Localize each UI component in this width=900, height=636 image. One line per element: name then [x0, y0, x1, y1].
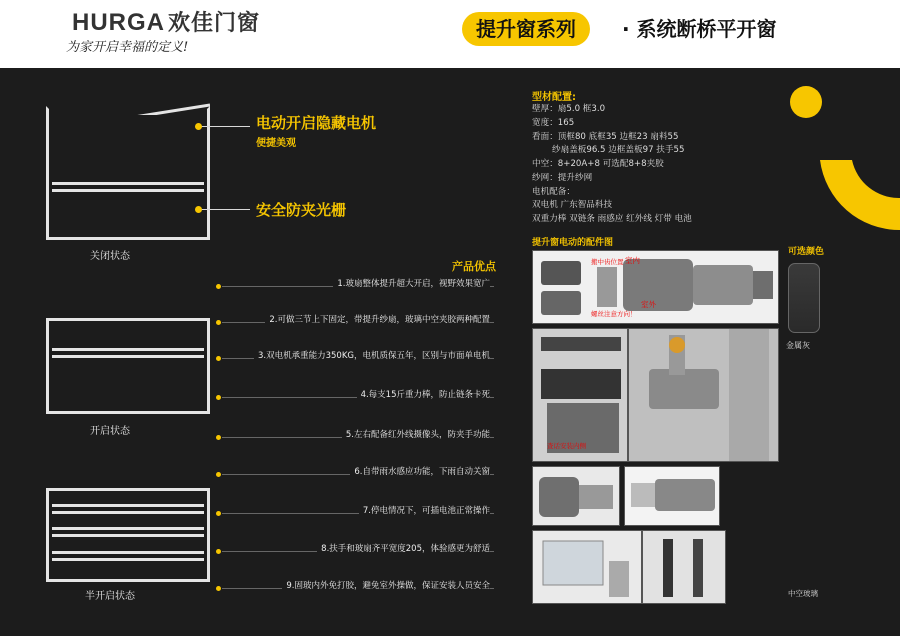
bullet-dot: [216, 395, 221, 400]
advantage-item: [216, 312, 494, 332]
spec-line: 纱网：提升纱网: [532, 173, 593, 183]
window-rail: [52, 348, 204, 351]
window-caption: 半开启状态: [85, 591, 135, 602]
feature-motor: 电动开启隐藏电机: [256, 114, 377, 132]
window-open-diagram: [46, 318, 210, 414]
note-gear-position: 搬中齿位置: [591, 258, 624, 266]
advantage-item: [216, 427, 494, 447]
advantage-item: [216, 578, 494, 598]
parts-photo-motor: [532, 250, 779, 324]
bullet-dot: [216, 435, 221, 440]
spec-line: 壁厚：扇5.0 框3.0: [532, 104, 606, 114]
parts-photo-control-box: [532, 530, 642, 604]
advantage-text: 2.可做三节上下固定，带提升纱扇，玻璃中空夹胶两种配置: [265, 312, 490, 328]
window-rail: [52, 182, 204, 185]
advantage-item: [216, 464, 494, 484]
callout-line: [198, 209, 250, 210]
logo-latin: HURGA: [72, 9, 165, 36]
window-rail: [52, 534, 204, 537]
bullet-dot: [216, 511, 221, 516]
brand-logo: [72, 6, 260, 37]
note-screw-direction: 螺丝注意方向！: [591, 310, 637, 318]
window-rail: [52, 551, 204, 554]
window-half-open-diagram: [46, 488, 210, 582]
bullet-dot: [216, 586, 221, 591]
wiring-illustration: [643, 531, 726, 604]
color-swatch: [788, 263, 820, 333]
bullet-dot: [216, 472, 221, 477]
parts-title: 提升窗电动的配件图: [532, 238, 614, 248]
feature-grating: 安全防夹光栅: [256, 201, 347, 219]
bullet-dot: [216, 284, 221, 289]
spec-line: 电机配备：: [532, 187, 575, 197]
brand-slogan: 为家开启幸福的定义!: [66, 40, 189, 55]
parts-photo-motor-end: [532, 466, 620, 526]
advantage-text: 5.左右配备红外线摄像头，防夹手功能: [342, 427, 490, 443]
window-rail: [52, 527, 204, 530]
window-rail: [52, 504, 204, 507]
spec-title: 型材配置:: [532, 92, 576, 103]
advantage-text: 9.固玻内外免打胶，避免室外操做，保证安装人员安全: [282, 578, 490, 594]
window-rail: [52, 355, 204, 358]
motor-illustration: [533, 251, 779, 324]
window-rail: [52, 558, 204, 561]
parts-photo-wiring: [642, 530, 726, 604]
callout-dot: [195, 123, 202, 130]
advantage-text: 3.双电机承重能力350KG，电机质保五年，区别与市面单电机: [254, 348, 490, 364]
series-title: · 系统断桥平开窗: [622, 17, 777, 41]
advantage-item: [216, 348, 494, 368]
series-tag: 提升窗系列: [462, 12, 590, 46]
advantage-text: 8.扶手和玻扇齐平宽度205，体验感更为舒适: [317, 541, 490, 557]
advantage-text: 6.自带雨水感应功能，下雨自动关窗: [350, 464, 490, 480]
window-closed-diagram: [46, 106, 210, 240]
header: [0, 0, 900, 68]
advantage-text: 1.玻扇整体提升超大开启，视野效果宽广: [333, 276, 490, 292]
color-swatch-label: 金属灰: [786, 341, 810, 350]
window-caption: 开启状态: [90, 426, 130, 437]
advantage-text: 7.停电情况下，可插电池正常操作: [359, 503, 490, 519]
motor-body-illustration: [625, 467, 720, 526]
logo-cn: 欢佳门窗: [168, 10, 261, 35]
spec-line: 看面：顶框80 底框35 边框23 扇料55: [532, 132, 679, 142]
brand-decor-shape: [788, 80, 900, 240]
feature-motor-sub: 便捷美观: [256, 138, 296, 149]
spec-line: 中空：8+20A+8 可选配8+8夹胶: [532, 159, 664, 169]
window-rail: [52, 511, 204, 514]
bullet-dot: [216, 356, 221, 361]
callout-line: [198, 126, 250, 127]
parts-photo-motor-body: [624, 466, 720, 526]
spec-line: 双重力棒 双链条 雨感应 红外线 灯带 电池: [532, 214, 692, 224]
note-install-inside: 查话安装内侧: [547, 442, 586, 450]
advantage-item: [216, 541, 494, 561]
motor-end-illustration: [533, 467, 620, 526]
advantage-item: [216, 387, 494, 407]
spec-line: 纱扇盖板96.5 边框盖板97 扶手55: [552, 145, 685, 155]
bracket-illustration: [629, 329, 779, 462]
window-rail: [52, 189, 204, 192]
spec-line: 双电机 广东智品科技: [532, 200, 613, 210]
parts-photo-bracket: [628, 328, 779, 462]
glass-label: 中空玻璃: [788, 589, 818, 598]
advantage-item: [216, 503, 494, 523]
bullet-dot: [216, 549, 221, 554]
window-caption: 关闭状态: [90, 251, 130, 262]
callout-dot: [195, 206, 202, 213]
bullet-dot: [216, 320, 221, 325]
advantages-title: 产品优点: [452, 260, 496, 273]
parts-photo-chain: [532, 328, 628, 462]
advantage-text: 4.每支15斤重力棒，防止链条卡死: [357, 387, 490, 403]
note-indoor: 室内: [625, 256, 640, 265]
window-top-slant: [46, 103, 210, 115]
advantage-item: [216, 276, 494, 296]
colors-title: 可选颜色: [788, 247, 825, 257]
note-outdoor: 室外: [641, 300, 656, 309]
spec-line: 宽度：165: [532, 118, 575, 128]
control-box-illustration: [533, 531, 642, 604]
